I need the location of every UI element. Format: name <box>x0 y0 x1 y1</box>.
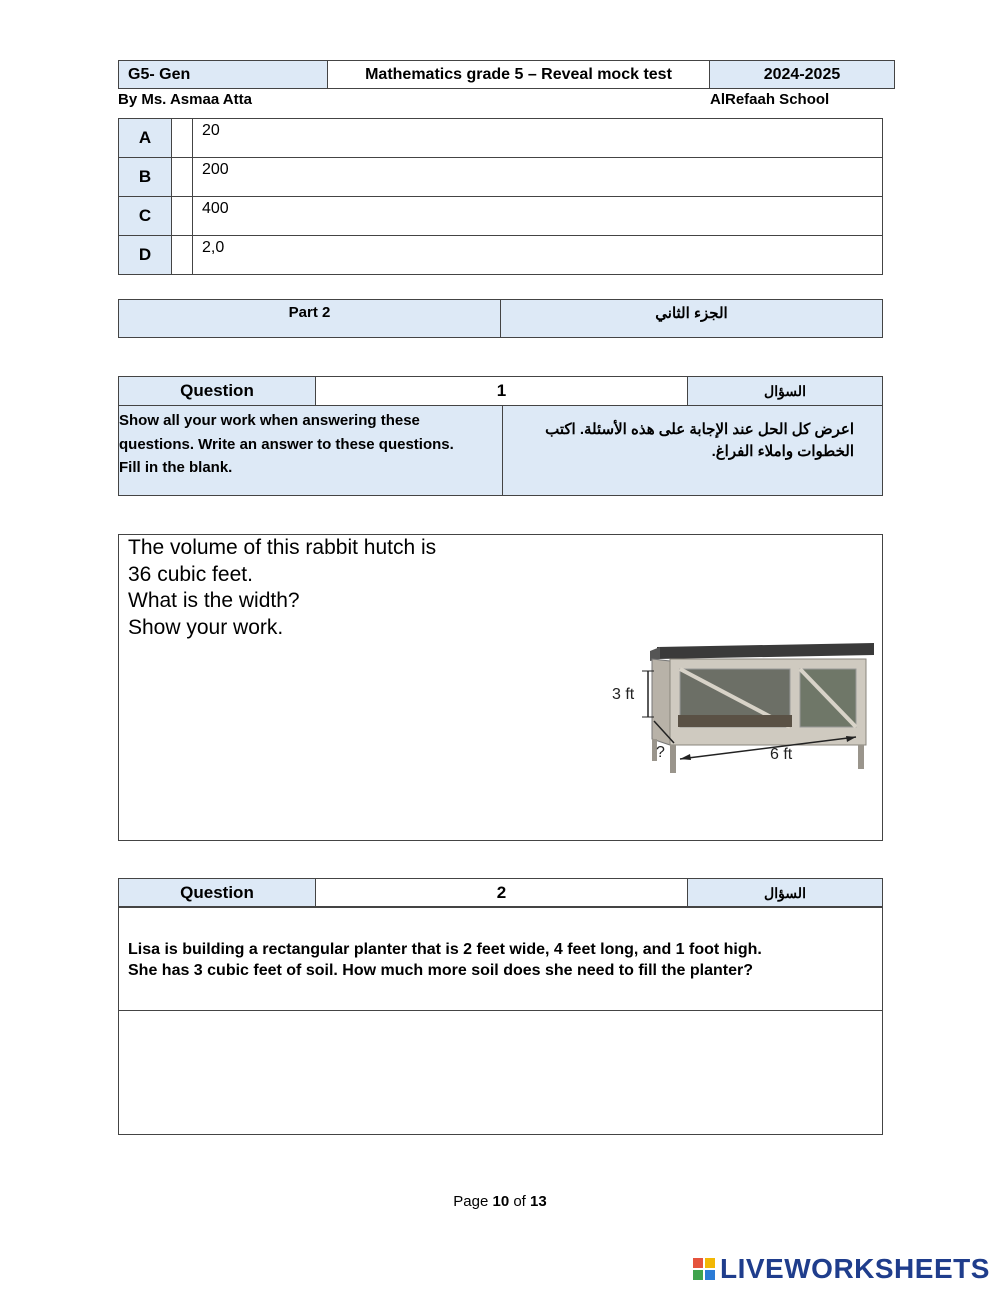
question-1-header <box>118 376 883 406</box>
brand-name: LIVEWORKSHEETS <box>720 1253 990 1284</box>
option-value: 2,0 <box>193 236 883 275</box>
part-label: Part 2 <box>119 300 501 338</box>
answer-options-table <box>118 118 883 275</box>
hutch-leg <box>670 745 676 773</box>
school: AlRefaah School <box>710 91 830 108</box>
hutch-roof <box>657 643 874 659</box>
rabbit-hutch-figure <box>612 637 882 777</box>
option-row[interactable] <box>119 197 883 236</box>
option-letter: D <box>119 236 172 275</box>
question-line: She has 3 cubic feet of soil. How much more soil does she need to fill the planter? <box>128 962 754 979</box>
hutch-side <box>652 659 670 745</box>
author: By Ms. Asmaa Atta <box>118 91 252 108</box>
option-letter: B <box>119 158 172 197</box>
question-label-ar: السؤال <box>688 377 883 406</box>
option-letter: C <box>119 197 172 236</box>
question-line: What is the width? <box>128 589 300 612</box>
brand-logo <box>692 1253 990 1285</box>
option-row[interactable] <box>119 236 883 275</box>
option-value: 20 <box>193 119 883 158</box>
subject-cell: Mathematics grade 5 – Reveal mock test <box>328 61 710 89</box>
question-label: Question <box>119 879 316 908</box>
option-letter: A <box>119 119 172 158</box>
option-checkbox[interactable] <box>172 158 193 197</box>
instructions-line: Show all your work when answering these <box>119 412 420 429</box>
width-label: ? <box>656 744 665 761</box>
question-line: Lisa is building a rectangular planter that is 2 feet wide, 4 feet long, and 1 foot high. <box>128 941 762 958</box>
grade-cell: G5- Gen <box>119 61 328 89</box>
page-number <box>0 1193 1000 1210</box>
instructions-en <box>119 406 503 496</box>
header-table <box>118 60 895 89</box>
year-cell: 2024-2025 <box>710 61 895 89</box>
length-label: 6 ft <box>770 746 793 763</box>
page-prefix: Page <box>453 1193 489 1210</box>
current-page: 10 <box>492 1193 510 1210</box>
question-1-box[interactable] <box>118 534 883 841</box>
instructions-ar: اعرض كل الحل عند الإجابة على هذه الأسئلة. اكتب الخطوات واملاء الفراغ. <box>503 406 883 496</box>
height-label: 3 ft <box>612 686 635 703</box>
question-2-answer-area[interactable] <box>119 1011 882 1132</box>
part-header <box>118 299 883 338</box>
part-label-ar: الجزء الثاني <box>501 300 883 338</box>
brand-icon <box>692 1257 716 1281</box>
question-1-text <box>128 535 436 641</box>
instructions-line: questions. Write an answer to these questions. <box>119 435 454 453</box>
page-of: of <box>513 1193 526 1210</box>
option-checkbox[interactable] <box>172 236 193 275</box>
option-row[interactable] <box>119 158 883 197</box>
total-pages: 13 <box>530 1193 547 1210</box>
hutch-leg <box>858 745 864 769</box>
option-checkbox[interactable] <box>172 197 193 236</box>
option-value: 200 <box>193 158 883 197</box>
question-label-ar: السؤال <box>688 879 883 908</box>
question-line: Show your work. <box>128 615 284 639</box>
question-2-text <box>128 939 762 981</box>
question-line: The volume of this rabbit hutch is <box>128 536 437 559</box>
instructions-table <box>118 405 883 496</box>
question-number: 1 <box>316 377 688 406</box>
option-value: 400 <box>193 197 883 236</box>
question-label: Question <box>119 377 316 406</box>
question-2-header <box>118 878 883 908</box>
instructions-line: Fill in the blank. <box>119 459 233 476</box>
option-row[interactable] <box>119 119 883 158</box>
option-checkbox[interactable] <box>172 119 193 158</box>
length-arrow <box>680 754 691 760</box>
hutch-straw <box>678 715 792 727</box>
question-number: 2 <box>316 879 688 908</box>
question-line: 36 cubic feet. <box>128 562 253 586</box>
